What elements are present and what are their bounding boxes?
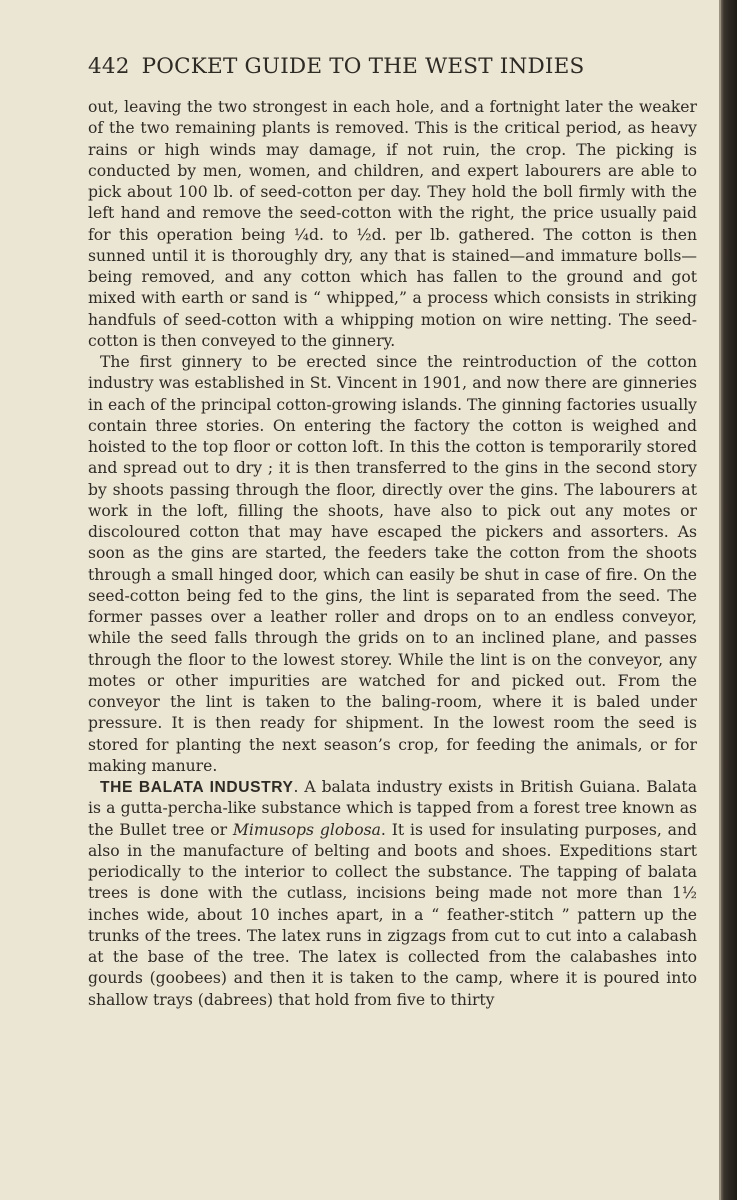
running-header (88, 54, 648, 79)
balata-text-part-1: . A balata industry exists in British Guiana. Balata is a gutta-percha-like substance which is tapped from a forest tree known as the Bullet tree or (88, 778, 697, 839)
book-spine-edge (721, 0, 737, 1200)
section-heading-balata: THE BALATA INDUSTRY (100, 779, 294, 796)
page-number: 442 (88, 54, 130, 79)
balata-text-part-2: . It is used for insulating purposes, and also in the manufacture of belting and boots and shoes. Expeditions start periodically to the interior to collect the substance. The tapping of balata trees is done with the cutlass, incisions being made not more than 1½ inches wide, about 10 inches apart, in a “ feather-stitch ” pattern up the trunks of the trees. The latex runs in zigzags from cut to cut into a calabash at the base of the tree. The latex is collected from the calabashes into gourds (goobees) and then it is taken to the camp, where it is poured into shallow trays (dabrees) that hold from five to thirty (88, 820, 697, 1009)
paragraph-balata (88, 777, 697, 1011)
body-text (88, 97, 697, 1011)
paragraph-picking: out, leaving the two strongest in each hole, and a fortnight later the weaker of the two remaining plants is removed. This is the critical period, as heavy rains or high winds may damage, if not ruin, the crop. The picking is conducted by men, women, and children, and expert labourers are able to pick about 100 lb. of seed-cotton per day. They hold the boll firmly with the left hand and remove the seed-cotton with the right, the price usually paid for this operation being ¼d. to ½d. per lb. gathered. The cotton is then sunned until it is thoroughly dry, any that is stained—and immature bolls—being removed, and any cotton which has fallen to the ground and got mixed with earth or sand is “ whipped,” a process which consists in striking handfuls of seed-cotton with a whipping motion on wire netting. The seed-cotton is then conveyed to the ginnery. (88, 98, 697, 350)
species-name: Mimusops globosa (232, 820, 381, 839)
paragraph-ginnery: The first ginnery to be erected since the reintroduction of the cotton industry was established in St. Vincent in 1901, and now there are ginneries in each of the principal cotton-growing islands. The ginning factories usually contain three stories. On entering the factory the cotton is weighed and hoisted to the top floor or cotton loft. In this the cotton is temporarily stored and spread out to dry ; it is then transferred to the gins in the second story by shoots passing through the floor, directly over the gins. The labourers at work in the loft, filling the shoots, have also to pick out any motes or discoloured cotton that may have escaped the pickers and assorters. As soon as the gins are started, the feeders take the cotton from the shoots through a small hinged door, which can easily be shut in case of fire. On the seed-cotton being fed to the gins, the lint is separated from the seed. The former passes over a leather roller and drops on to an endless conveyor, while the seed falls through the grids on to an inclined plane, and passes through the floor to the lowest storey. While the lint is on the conveyor, any motes or other impurities are watched for and picked out. From the conveyor the lint is taken to the baling-room, where it is baled under pressure. It is then ready for shipment. In the lowest room the seed is stored for planting the next season’s crop, for feeding the animals, or for making manure. (88, 353, 697, 775)
running-title: POCKET GUIDE TO THE WEST INDIES (141, 54, 585, 79)
